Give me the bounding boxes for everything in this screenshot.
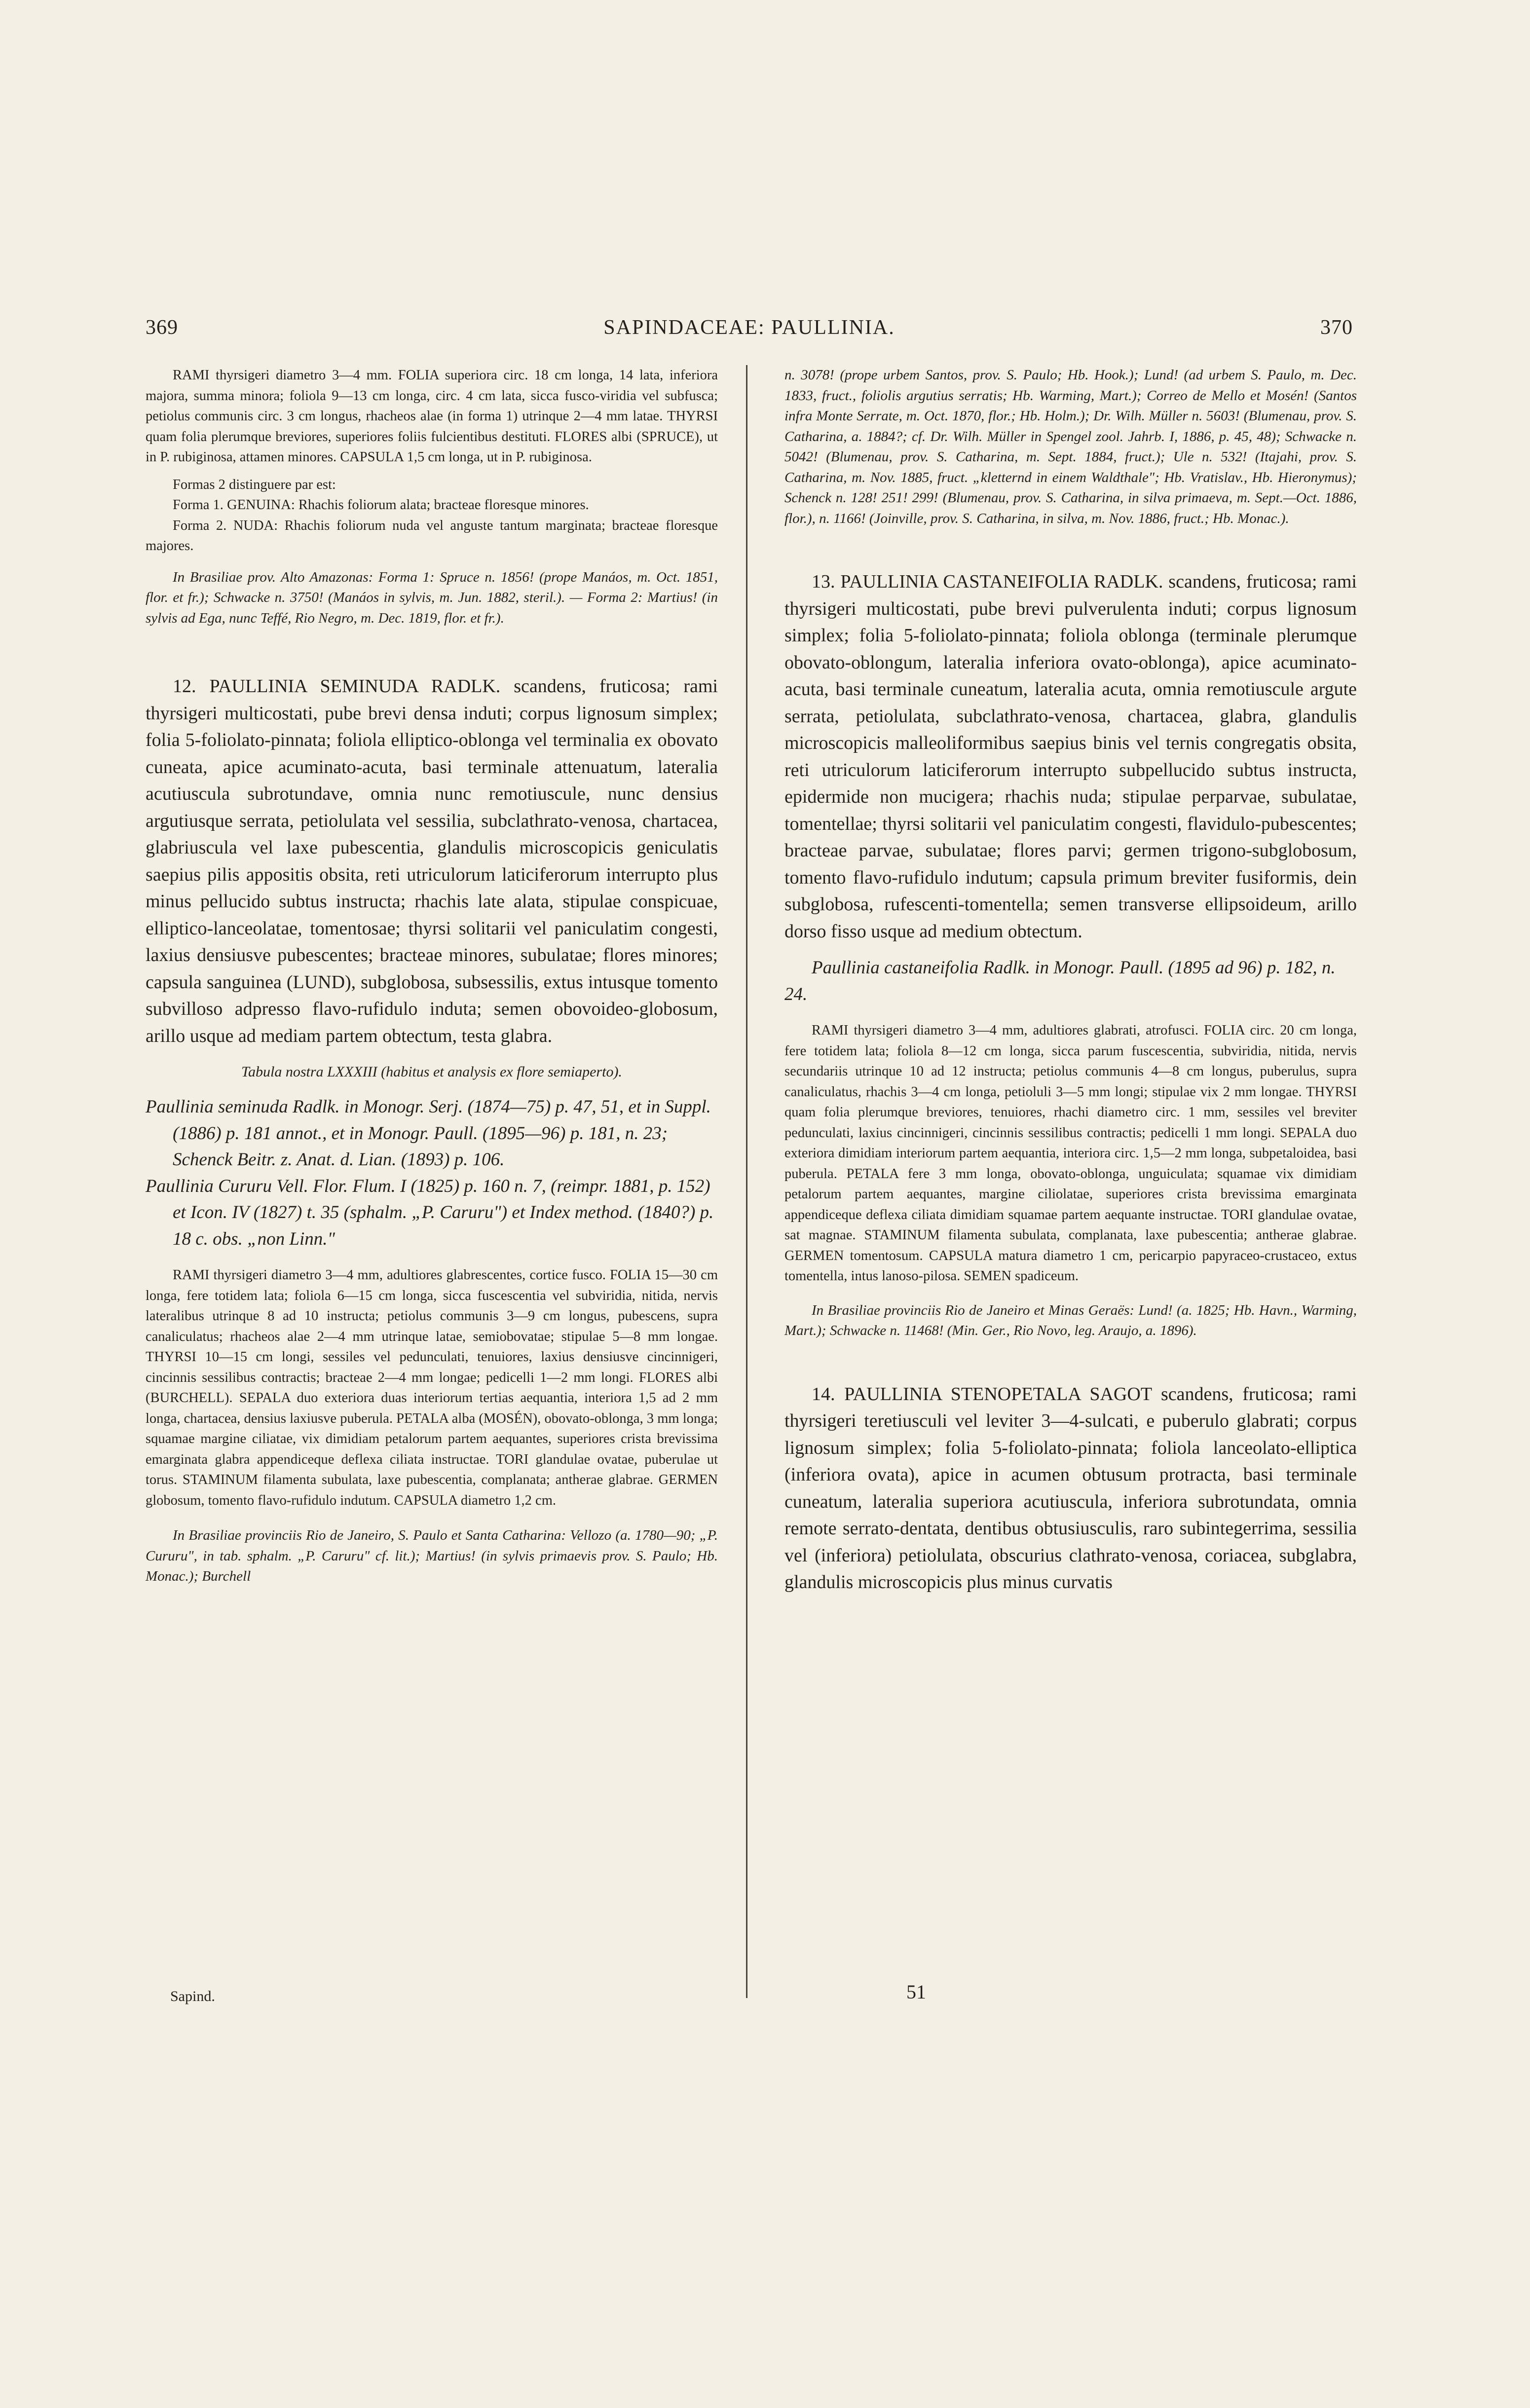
distribution-paragraph: In Brasiliae prov. Alto Amazonas: Forma 1: Spruce n. 1856! (prope Manáos, m. Oct. 1851, flor. et fr.); Schwacke n. 3750! (Manáos in sylvis, m. Jun. 1882, steril.). — Forma 2: Martius! (in sylvis ad Ega, nunc Teffé, Rio Negro, m. Dec. 1819, flor. et fr.). bbox=[146, 569, 718, 626]
citation-cururu: Paullinia Cururu Vell. Flor. Flum. I (1825) p. 160 n. 7, (reimpr. 1881, p. 152) et Icon. IV (1827) t. 35 (sphalm. „P. Caruru") et Index method. (1840?) p. 18 c. obs. „non Linn." bbox=[146, 1176, 714, 1249]
running-title: SAPINDACEAE: PAULLINIA. bbox=[603, 316, 895, 339]
species-12-description: RAMI thyrsigeri diametro 3—4 mm, adultiores glabrescentes, cortice fusco. FOLIA 15—30 cm longa, fere totidem lata; foliola 6—15 cm longa, sicca fuscescentia vel subviridia, nitida, nervis lateralibus utrinque 8 ad 10 instructa; petiolus communis 3—9 cm longus, pubescens, supra canaliculatus; rhacheos alae 2—4 mm utrinque latae, semiobovatae; stipulae 5—8 mm longae. THYRSI 10—15 cm longi, sessiles vel pedunculati, tenuiores, laxius densiusve cincinnigeri, cincinnis sessilibus contractis; bracteae 2—4 mm longae; pedicelli 1—2 mm longi. FLORES albi (BURCHELL). SEPALA duo exteriora duas interiorum tertias aequantia, interiora 1,5 ad 2 mm longa, chartacea, densius laxiusve puberula. PETALA alba (MOSÉN), obovato-oblonga, 3 mm longa; squamae margine ciliatae, vix dimidiam petalorum partem aequantes, superiores crista brevissima emarginata glabra appendiceque deflexa ciliata instructae. TORI glandulae ovatae, puberulae ut torus. STAMINUM filamenta subulata, laxe pubescentia, complanata; antherae glabrae. GERMEN globosum, tomento flavo-rufidulo indutum. CAPSULA diametro 1,2 cm. bbox=[146, 1267, 718, 1508]
footer-sheet-number: 51 bbox=[906, 1981, 926, 2003]
footer-signature: Sapind. bbox=[170, 1988, 215, 2004]
plate-caption: Tabula nostra LXXXIII (habitus et analysis ex flore semiaperto). bbox=[241, 1064, 622, 1080]
species-12-diagnosis: 12. PAULLINIA SEMINUDA RADLK. scandens, fruticosa; rami thyrsigeri multicostati, pube brevi densa induti; corpus lignosum simplex; folia 5-foliolato-pinnata; foliola elliptico-oblonga vel terminalia ex obovato cuneata, apice acuminato-acuta, basi terminale attenuatum, lateralia acutiuscula subrotundave, omnia nunc remotiuscule, nunc densius argutiusque serrata, petiolulata vel sessilia, subclathrato-venosa, chartacea, glabriuscula vel laxe pubescentia, glandulis microscopicis geniculatis saepius pilis appositis obsita, reti utriculorum laticiferorum interrupto plus minus pellucido subtus instructa; rhachis late alata, stipulae conspicuae, elliptico-lanceolatae, tomentosae; thyrsi solitarii vel paniculatim congesti, laxius densiusve pubescentes; bracteae minores, subulatae; flores minores; capsula sanguinea (LUND), subglobosa, subsessilis, extus intusque tomento subvilloso adpresso flavo-rufidulo induta; semen obovoideo-globosum, arillo usque ad mediam partem obtectum, testa glabra. bbox=[146, 676, 718, 1046]
form-1: Forma 1. GENUINA: Rhachis foliorum alata; bracteae floresque minores. bbox=[173, 497, 589, 513]
species-12-distribution: In Brasiliae provinciis Rio de Janeiro, S. Paulo et Santa Catharina: Vellozo (a. 1780—90; „P. Cururu", in tab. sphalm. „P. Caruru" cf. lit.); Martius! (in sylvis primaevis prov. S. Paulo; Hb. Monac.); Burchell bbox=[146, 1527, 718, 1584]
page-number-right: 370 bbox=[1320, 316, 1353, 339]
species-13-diagnosis: 13. PAULLINIA CASTANEIFOLIA RADLK. scandens, fruticosa; rami thyrsigeri multicostati, pube brevi pulverulenta induti; corpus lignosum simplex; folia 5-foliolato-pinnata; foliola oblonga (terminale plerumque obovato-oblongum, lateralia inferiora ovato-oblonga), apice acuminato-acuta, basi terminale cuneatum, lateralia acuta, omnia remotiuscule argute serrata, petiolulata, subclathrato-venosa, chartacea, glabra, glandulis microscopicis malleoliformibus saepius binis vel ternis congregatis obsita, reti utriculorum laticiferorum interrupto subpellucido subtus instructa, epidermide non mucigera; rhachis nuda; stipulae perparvae, subulatae, tomentellae; thyrsi solitarii vel paniculatim congesti, flavidulo-pubescentes; bracteae parvae, subulatae; flores parvi; germen trigono-subglobosum, tomento flavo-rufidulo indutum; capsula primum breviter fusiformis, dein subglobosa, rufescenti-tomentella; semen transverse ellipsoideum, arillo dorso fisso usque ad medium obtectum. bbox=[784, 571, 1357, 942]
description-paragraph: RAMI thyrsigeri diametro 3—4 mm. FOLIA superiora circ. 18 cm longa, 14 lata, inferiora majora, summa minora; foliola 9—13 cm longa, circ. 4 cm lata, sicca fusco-viridia vel subfusca; petiolus communis circ. 3 cm longus, rhacheos alae (in forma 1) utrinque 2—4 mm latae. THYRSI quam folia plerumque breviores, superiores foliis fulcientibus destituti. FLORES albi (SPRUCE), ut in P. rubiginosa, attamen minores. CAPSULA 1,5 cm longa, ut in P. rubiginosa. bbox=[146, 368, 718, 465]
right-column bbox=[784, 365, 1357, 1596]
running-header bbox=[146, 316, 1353, 345]
species-14-diagnosis: 14. PAULLINIA STENOPETALA SAGOT scandens, fruticosa; rami thyrsigeri teretiusculi vel leviter 3—4-sulcati, e puberulo glabrati; corpus lignosum simplex; folia 5-foliolato-pinnata; foliola lanceolato-elliptica (inferiora ovata), apice in acumen obtusum protracta, basi terminale cuneatum, lateralia superiora acutiuscula, inferiora subrotundata, omnia remote serrato-dentata, dentibus obtusiusculis, raro subintegerrima, sessilia vel (inferiora) petiolulata, obscurius clathrato-venosa, coriacea, subglabra, glandulis microscopicis plus minus curvatis bbox=[784, 1383, 1357, 1593]
species-13-description: RAMI thyrsigeri diametro 3—4 mm, adultiores glabrati, atrofusci. FOLIA circ. 20 cm longa, fere totidem lata; foliola 8—12 cm longa, sicca parum fuscescentia, subviridia, nitida, nervis secundariis utrinque 10 ad 12 instructa; petiolus communis 4—8 cm longus, puberulus, supra canaliculatus, rhachis 3—4 cm longa, petioluli 3—5 mm longi; stipulae vix 2 mm longae. THYRSI quam folia plerumque breviores, tenuiores, rhachi diametro circ. 1 mm, sessiles vel breviter pedunculati, laxius cincinnigeri, cincinnis sessilibus contractis; pedicelli 1 mm longi. SEPALA duo exteriora dimidiam interiorum partem aequantia, interiora circ. 1,5—2 mm longa, subpetaloidea, basi puberula. PETALA fere 3 mm longa, obovato-oblonga, unguiculata; squamae vix dimidiam petalorum partem aequantes, margine ciliolatae, superiores crista brevissima emarginata appendiceque deflexa ciliata dimidiam squamae partem aequante instructae. TORI glandulae ovatae, sat magnae. STAMINUM filamenta subulata, complanata, laxe pubescentia; antherae glabrae. GERMEN tomentosum. CAPSULA matura diametro 1 cm, pericarpio papyraceo-crustaceo, extus tomentella, intus lanoso-pilosa. SEMEN spadiceum. bbox=[784, 1023, 1357, 1284]
citation-castaneifolia: Paullinia castaneifolia Radlk. in Monogr. Paull. (1895 ad 96) p. 182, n. 24. bbox=[784, 958, 1336, 1004]
column-divider bbox=[746, 365, 747, 1998]
species-13-distribution: In Brasiliae provinciis Rio de Janeiro et Minas Geraës: Lund! (a. 1825; Hb. Havn., Warming, Mart.); Schwacke n. 11468! (Min. Ger., Rio Novo, leg. Araujo, a. 1896). bbox=[784, 1302, 1357, 1338]
citation-seminuda: Paullinia seminuda Radlk. in Monogr. Serj. (1874—75) p. 47, 51, et in Suppl. (1886) p. 181 annot., et in Monogr. Paull. (1895—96) p. 181, n. 23; Schenck Beitr. z. Anat. d. Lian. (1893) p. 106. bbox=[146, 1097, 711, 1170]
left-column bbox=[146, 365, 718, 1587]
forms-intro: Formas 2 distinguere par est: bbox=[173, 477, 336, 492]
distribution-continued: n. 3078! (prope urbem Santos, prov. S. Paulo; Hb. Hook.); Lund! (ad urbem S. Paulo, m. Dec. 1833, fruct., foliolis argutius serratis; Hb. Warming, Mart.); Correo de Mello et Mosén! (Santos infra Monte Serrate, m. Oct. 1870, flor.; Hb. Holm.); Dr. Wilh. Müller n. 5603! (Blumenau, prov. S. Catharina, a. 1884?; cf. Dr. Wilh. Müller in Spengel zool. Jahrb. I, 1886, p. 45, 48); Schwacke n. 5042! (Blumenau, prov. S. Catharina, m. Sept. 1884, fruct.); Ule n. 532! (Itajahi, prov. S. Catharina, m. Nov. 1885, fruct. „kletternd in einem Waldthale"; Hb. Vratislav., Hb. Hieronymus); Schenck n. 128! 251! 299! (Blumenau, prov. S. Catharina, in silva primaeva, m. Sept.—Oct. 1886, flor.), n. 1166! (Joinville, prov. S. Catharina, in silva, m. Nov. 1886, fruct.; Hb. Monac.). bbox=[784, 367, 1357, 526]
page-number-left: 369 bbox=[146, 316, 178, 339]
form-2: Forma 2. NUDA: Rhachis foliorum nuda vel anguste tantum marginata; bracteae floresque majores. bbox=[146, 518, 718, 554]
